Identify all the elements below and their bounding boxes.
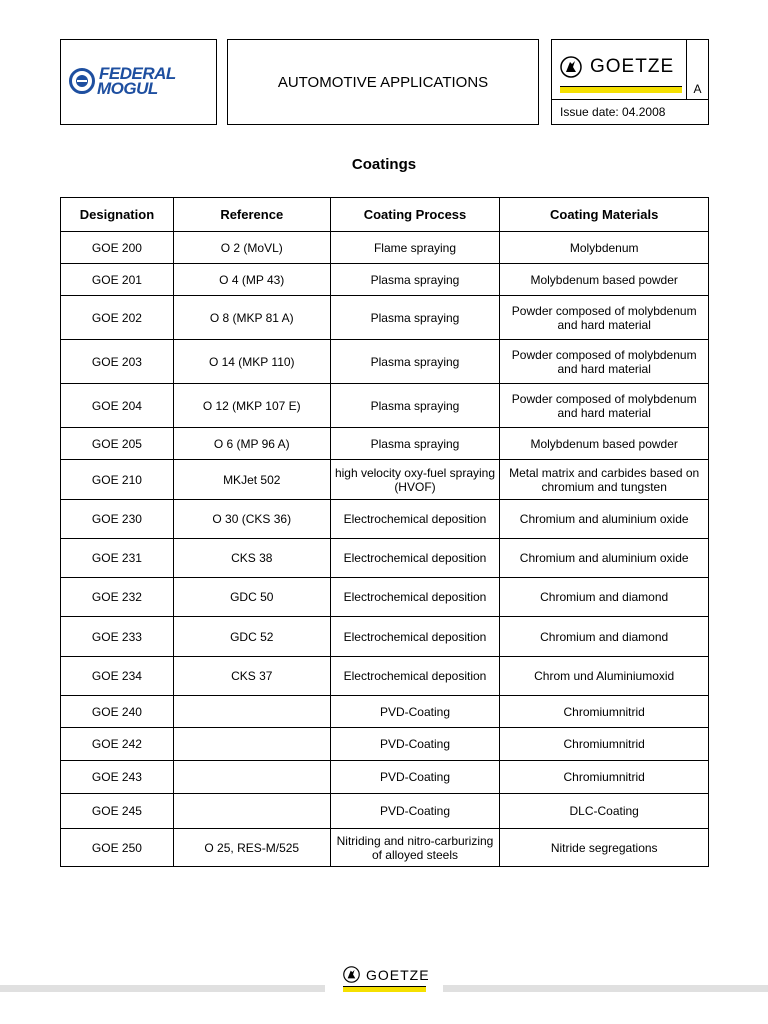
table-row	[61, 460, 709, 500]
table-cell: GOE 210	[61, 460, 174, 500]
table-row	[61, 539, 709, 578]
table-cell: O 4 (MP 43)	[173, 264, 330, 296]
document-category-title	[227, 39, 539, 125]
table-row	[61, 761, 709, 794]
table-cell: CKS 38	[173, 539, 330, 578]
table-cell: O 2 (MoVL)	[173, 232, 330, 264]
table-row	[61, 657, 709, 696]
table-cell: Powder composed of molybdenum and hard material	[500, 384, 709, 428]
table-cell: GOE 245	[61, 794, 174, 829]
revision-cell	[687, 40, 708, 100]
table-cell: Chromiumnitrid	[500, 728, 709, 761]
table-row	[61, 340, 709, 384]
table-cell: Powder composed of molybdenum and hard material	[500, 296, 709, 340]
table-cell: GOE 234	[61, 657, 174, 696]
table-cell: Powder composed of molybdenum and hard material	[500, 340, 709, 384]
table-cell: GOE 201	[61, 264, 174, 296]
table-cell: Chromium and diamond	[500, 578, 709, 617]
table-row	[61, 696, 709, 728]
federal-mogul-wordmark: FEDERAL MOGUL	[97, 64, 176, 98]
table-cell: Chromium and aluminium oxide	[500, 539, 709, 578]
table-header-row	[61, 198, 709, 232]
issue-date-cell	[552, 100, 708, 124]
table-row	[61, 578, 709, 617]
page-title: Coatings	[351, 156, 417, 173]
table-cell: Electrochemical deposition	[330, 500, 500, 539]
table-cell: Electrochemical deposition	[330, 578, 500, 617]
table-cell: GOE 243	[61, 761, 174, 794]
table-cell: GOE 205	[61, 428, 174, 460]
table-cell: GOE 242	[61, 728, 174, 761]
table-cell: GOE 203	[61, 340, 174, 384]
table-cell: GOE 240	[61, 696, 174, 728]
table-cell: Chromium and aluminium oxide	[500, 500, 709, 539]
table-cell: GDC 50	[173, 578, 330, 617]
table-row	[61, 728, 709, 761]
table-cell: GOE 233	[61, 617, 174, 657]
goetze-logo	[552, 40, 687, 100]
table-cell: Metal matrix and carbides based on chromium and tungsten	[500, 460, 709, 500]
table-cell: CKS 37	[173, 657, 330, 696]
footer-line-left	[0, 985, 325, 992]
table-cell: PVD-Coating	[330, 728, 500, 761]
table-cell: GOE 204	[61, 384, 174, 428]
table-cell: PVD-Coating	[330, 696, 500, 728]
table-row	[61, 617, 709, 657]
table-cell: GOE 200	[61, 232, 174, 264]
table-cell: Flame spraying	[330, 232, 500, 264]
table-row	[61, 296, 709, 340]
table-cell: Plasma spraying	[330, 264, 500, 296]
table-cell: Chromiumnitrid	[500, 696, 709, 728]
header-title: AUTOMOTIVE APPLICATIONS	[277, 73, 489, 91]
table-cell: GOE 202	[61, 296, 174, 340]
table-cell: Nitride segregations	[500, 829, 709, 867]
table-row	[61, 264, 709, 296]
revision-label: A	[693, 82, 702, 96]
table-row	[61, 384, 709, 428]
table-cell: O 12 (MKP 107 E)	[173, 384, 330, 428]
goetze-yellow-bar	[560, 86, 682, 93]
footer-goetze-logo	[343, 966, 430, 983]
table-cell: Chrom und Aluminiumoxid	[500, 657, 709, 696]
table-cell: Electrochemical deposition	[330, 657, 500, 696]
table-row	[61, 829, 709, 867]
table-cell: PVD-Coating	[330, 761, 500, 794]
federal-mogul-logo-box	[60, 39, 217, 125]
table-cell: Plasma spraying	[330, 340, 500, 384]
goetze-emblem-icon	[343, 966, 360, 983]
table-cell: MKJet 502	[173, 460, 330, 500]
table-cell: O 6 (MP 96 A)	[173, 428, 330, 460]
goetze-emblem-icon	[560, 56, 582, 78]
table-cell: Electrochemical deposition	[330, 539, 500, 578]
column-header: Coating Materials	[500, 198, 709, 232]
table-cell: Chromium and diamond	[500, 617, 709, 657]
table-row	[61, 428, 709, 460]
column-header: Reference	[173, 198, 330, 232]
table-cell	[173, 794, 330, 829]
table-cell: DLC-Coating	[500, 794, 709, 829]
footer-line-right	[443, 985, 768, 992]
table-cell: O 8 (MKP 81 A)	[173, 296, 330, 340]
federal-mogul-emblem-icon	[69, 68, 95, 94]
table-cell: Molybdenum based powder	[500, 264, 709, 296]
table-cell: high velocity oxy-fuel spraying (HVOF)	[330, 460, 500, 500]
table-cell: Plasma spraying	[330, 296, 500, 340]
table-cell: GOE 232	[61, 578, 174, 617]
goetze-wordmark: GOETZE	[590, 56, 675, 77]
table-row	[61, 500, 709, 539]
table-cell	[173, 761, 330, 794]
table-cell: O 14 (MKP 110)	[173, 340, 330, 384]
table-cell: GDC 52	[173, 617, 330, 657]
column-header: Coating Process	[330, 198, 500, 232]
table-cell: PVD-Coating	[330, 794, 500, 829]
table-cell	[173, 728, 330, 761]
goetze-header-box	[551, 39, 709, 125]
coatings-table	[60, 197, 709, 867]
table-cell: GOE 231	[61, 539, 174, 578]
table-cell: Chromiumnitrid	[500, 761, 709, 794]
table-cell	[173, 696, 330, 728]
footer-wordmark: GOETZE	[366, 966, 430, 983]
table-cell: O 30 (CKS 36)	[173, 500, 330, 539]
table-cell: GOE 250	[61, 829, 174, 867]
table-cell: Plasma spraying	[330, 384, 500, 428]
table-cell: O 25, RES-M/525	[173, 829, 330, 867]
table-cell: Electrochemical deposition	[330, 617, 500, 657]
table-cell: Molybdenum	[500, 232, 709, 264]
table-row	[61, 794, 709, 829]
column-header: Designation	[61, 198, 174, 232]
footer-yellow-bar	[343, 986, 426, 992]
table-cell: Nitriding and nitro-carburizing of alloyed steels	[330, 829, 500, 867]
table-cell: Molybdenum based powder	[500, 428, 709, 460]
table-cell: Plasma spraying	[330, 428, 500, 460]
table-cell: GOE 230	[61, 500, 174, 539]
issue-date: Issue date: 04.2008	[560, 105, 666, 119]
table-row	[61, 232, 709, 264]
